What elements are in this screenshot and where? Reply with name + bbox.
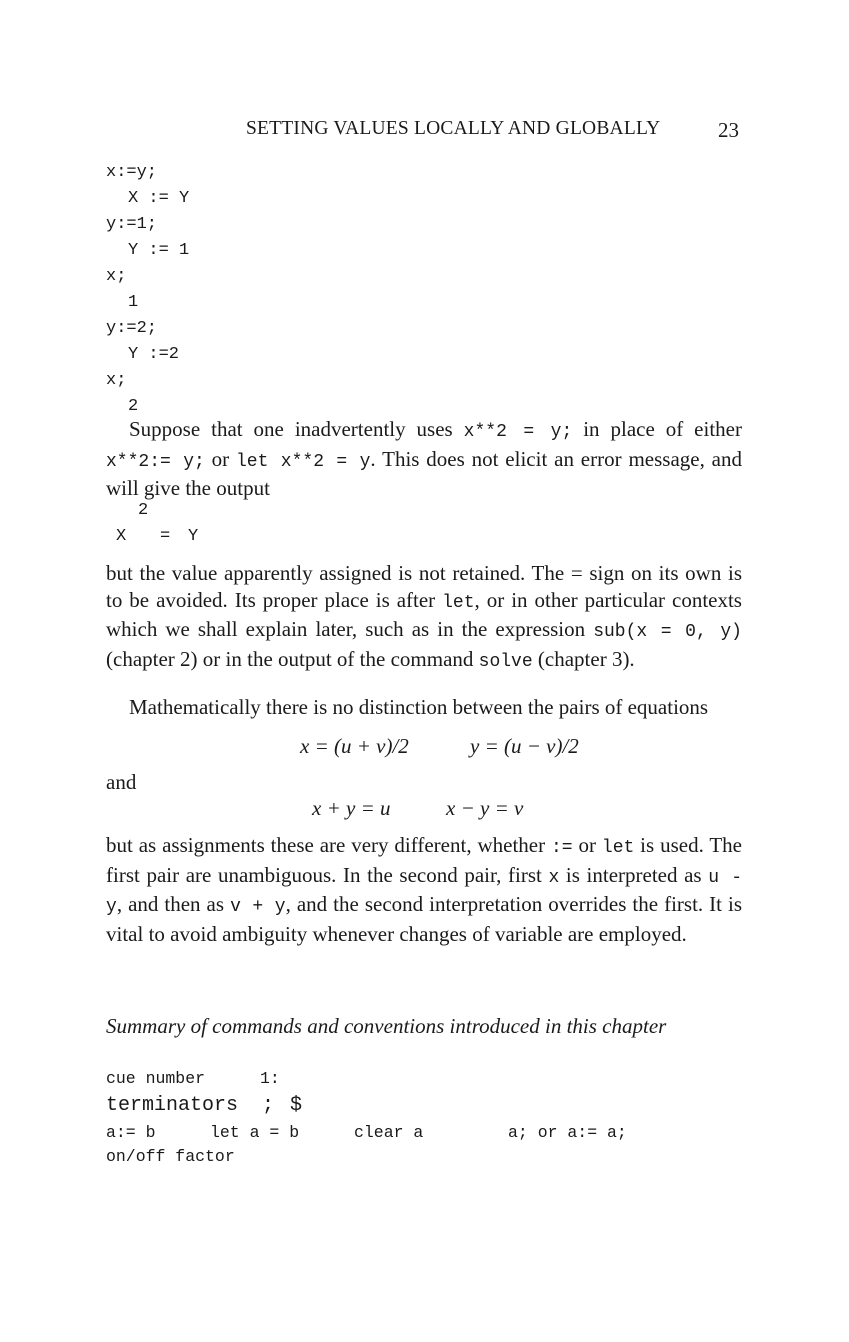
summary-item: $ — [290, 1094, 303, 1117]
session-line: y:=2; — [106, 319, 158, 338]
inline-code: let — [442, 592, 475, 613]
summary-item: terminators — [106, 1094, 239, 1117]
summary-heading: Summary of commands and conventions introduced in this chapter — [106, 1014, 667, 1038]
session-line: Y :=2 — [128, 345, 180, 364]
output-rhs: Y — [188, 527, 199, 546]
running-head: SETTING VALUES LOCALLY AND GLOBALLY — [246, 118, 661, 139]
paragraph-3: Mathematically there is no distinction between the pairs of equations — [129, 695, 709, 719]
output-lhs: X — [116, 527, 127, 546]
inline-code: sub(x = 0, y) — [593, 622, 742, 642]
equation-difference: x − y = v — [446, 796, 524, 820]
summary-item: a:= b — [106, 1123, 156, 1142]
session-line: Y := 1 — [128, 241, 190, 260]
session-line: 1 — [128, 293, 139, 312]
summary-item: 1: — [260, 1069, 280, 1088]
equation-y-def: y = (u − v)/2 — [470, 734, 579, 758]
summary-item: on/off factor — [106, 1147, 235, 1166]
session-line: y:=1; — [106, 215, 158, 234]
summary-item: let a = b — [210, 1123, 300, 1142]
session-line: 2 — [128, 397, 139, 416]
inline-code: x**2 = y; — [463, 422, 573, 442]
session-line: X := Y — [128, 189, 190, 208]
inline-code: let — [601, 838, 635, 858]
summary-item: a; or a:= a; — [508, 1123, 627, 1142]
inline-code: solve — [478, 651, 533, 672]
page-number: 23 — [718, 118, 739, 142]
output-eq: = — [160, 527, 171, 546]
inline-code: u - y — [106, 867, 743, 917]
equation-sum: x + y = u — [312, 796, 391, 820]
summary-item: clear a — [354, 1123, 424, 1142]
paragraph-4: but as assignments these are very different, whether := or let is used. The first pair are unambiguous. In the second pair, first x is interpreted as u - y, and then as v + y, and the second interpretation overrides the first. It is vital to avoid ambiguity whenever changes of variable are employed. — [106, 833, 743, 946]
paragraph-1: Suppose that one inadvertently uses x**2 = y; in place of either x**2:= y; or let x**2 = y. This does not elicit an error message, and will give the output — [106, 417, 742, 500]
paragraph-2: but the value apparently assigned is not retained. The = sign on its own is to be avoided. Its proper place is after let, or in other particular contexts which we shall explain later, such as in the expression sub(x = 0, y) (chapter 2) or in the output of the command solve (chapter 3). — [106, 561, 742, 672]
equation-x-def: x = (u + v)/2 — [300, 734, 409, 758]
output-exponent: 2 — [138, 501, 149, 520]
summary-item: ; — [262, 1094, 275, 1117]
session-line: x:=y; — [106, 163, 158, 182]
inline-code: v + y — [230, 897, 286, 917]
session-line: x; — [106, 371, 127, 390]
session-line: x; — [106, 267, 127, 286]
inline-code: x — [548, 867, 560, 888]
and-word: and — [106, 770, 137, 794]
summary-item: cue number — [106, 1069, 206, 1088]
inline-code: x**2:= y; — [106, 451, 205, 472]
inline-code: := — [551, 838, 573, 858]
inline-code: let x**2 = y — [236, 451, 371, 472]
